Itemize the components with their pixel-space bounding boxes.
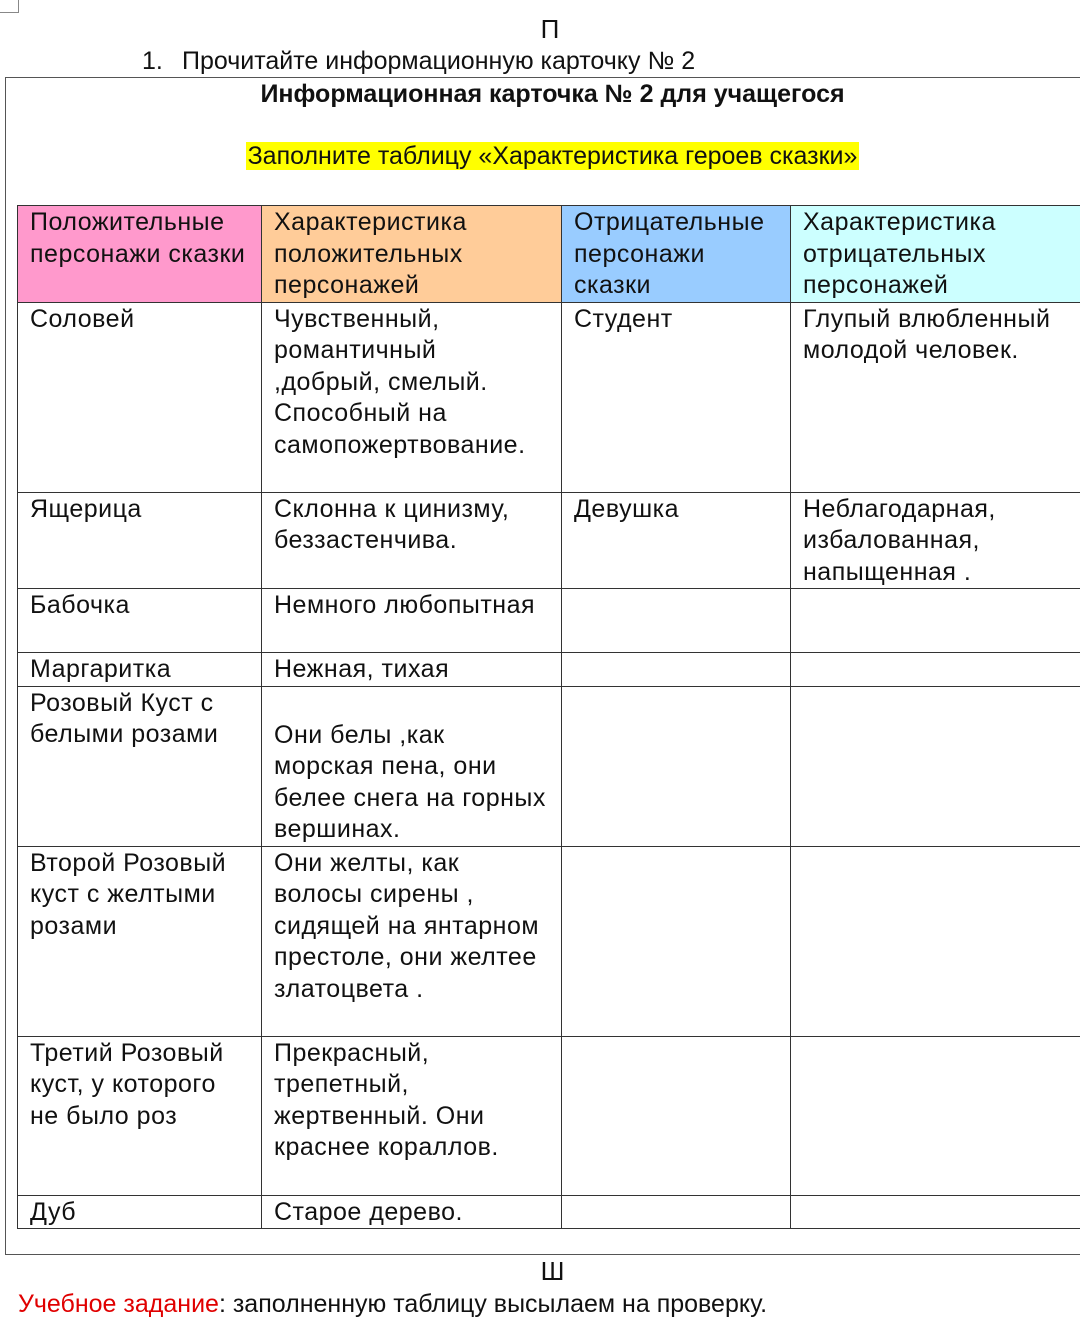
card-task [0,142,1080,171]
table-row [18,653,1080,687]
header-negative-characters: Отрицательные персонажи сказки [562,206,791,303]
footer-label: Учебное задание [18,1290,219,1318]
table-row [18,686,1080,846]
cell-negative-traits [791,686,1080,846]
cell-negative-traits: Глупый влюбленный молодой человек. [791,302,1080,492]
cell-positive-character: Соловей [18,302,262,492]
instruction-number: 1. [142,47,163,75]
cell-positive-character: Маргаритка [18,653,262,687]
page-corner-mark [0,0,19,13]
table-row [18,589,1080,653]
cell-positive-character: Второй Розовый куст с желтыми розами [18,846,262,1036]
cell-negative-traits [791,846,1080,1036]
instruction-line [142,47,695,76]
cell-negative-traits [791,653,1080,687]
cell-positive-character: Дуб [18,1195,262,1229]
cell-negative-traits [791,1036,1080,1195]
cell-positive-character: Бабочка [18,589,262,653]
table-row [18,1036,1080,1195]
cell-negative-character: Девушка [562,492,791,589]
table-header-row [18,206,1080,303]
instruction-text: Прочитайте информационную карточку № 2 [182,47,696,75]
cell-positive-character: Розовый Куст с белыми розами [18,686,262,846]
cell-positive-traits: Нежная, тихая [262,653,562,687]
cell-negative-character [562,1036,791,1195]
footer-assignment [18,1290,767,1319]
cell-negative-character [562,589,791,653]
cell-positive-character: Ящерица [18,492,262,589]
cell-positive-traits: Они белы ,как морская пена, они белее снега на горных вершинах. [262,686,562,846]
table-row [18,846,1080,1036]
footer-text: : заполненную таблицу высылаем на проверку. [218,1290,768,1318]
bottom-letter: Ш [540,1256,565,1286]
cell-negative-traits [791,589,1080,653]
cell-negative-character [562,686,791,846]
card-task-highlight: Заполните таблицу «Характеристика героев сказки» [247,142,858,170]
header-negative-traits: Характеристика отрицательных персонажей [791,206,1080,303]
card-title: Информационная карточка № 2 для учащегося [260,80,845,108]
table-row [18,302,1080,492]
cell-positive-traits: Старое дерево. [262,1195,562,1229]
cell-positive-traits: Немного любопытная [262,589,562,653]
header-positive-traits: Характеристика положительных персонажей [262,206,562,303]
cell-positive-traits: Склонна к цинизму, беззастенчива. [262,492,562,589]
table-row [18,492,1080,589]
cell-positive-character: Третий Розовый куст, у которого не было роз [18,1036,262,1195]
cell-negative-character [562,653,791,687]
cell-negative-character [562,846,791,1036]
cell-negative-character [562,1195,791,1229]
cell-positive-traits: Чувственный, романтичный ,добрый, смелый. Способный на самопожертвование. [262,302,562,492]
heroes-table [17,205,1080,1229]
cell-negative-traits [791,1195,1080,1229]
cell-positive-traits: Они желты, как волосы сирены , сидящей на янтарном престоле, они желтее златоцвета . [262,846,562,1036]
cell-positive-traits: Прекрасный, трепетный, жертвенный. Они краснее кораллов. [262,1036,562,1195]
header-positive-characters: Положительные персонажи сказки [18,206,262,303]
cell-negative-character: Студент [562,302,791,492]
table-row [18,1195,1080,1229]
header-letter: П [540,14,560,44]
cell-negative-traits: Неблагодарная, избалованная, напыщенная . [791,492,1080,589]
